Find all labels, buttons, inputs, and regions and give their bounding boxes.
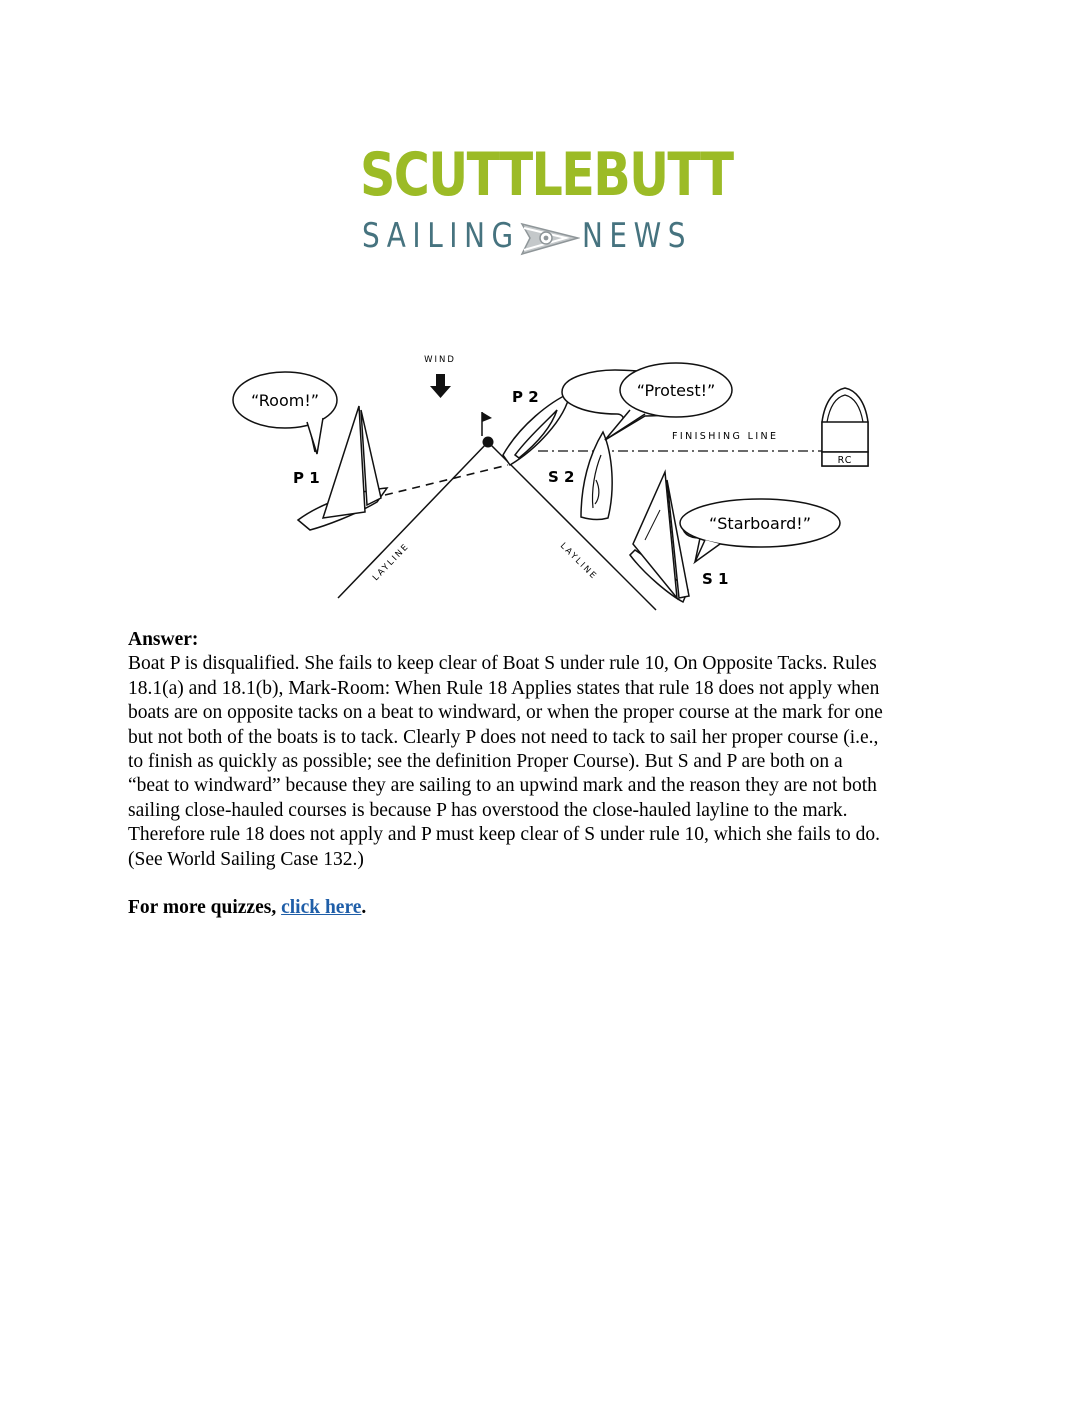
p1-label: P 1 (293, 469, 320, 487)
more-quizzes-line (128, 896, 978, 920)
rc-label: RC (837, 455, 853, 466)
answer-heading: Answer: (128, 629, 199, 650)
boat-s1 (630, 472, 689, 602)
answer-section (128, 628, 978, 940)
s1-label: S 1 (702, 570, 729, 588)
answer-line: 18.1(a) and 18.1(b), Mark-Room: When Rule 18 Applies states that rule 18 does not apply when (128, 677, 880, 699)
answer-line: “beat to windward” because they are sailing to an upwind mark and the reason they are not both (128, 775, 877, 797)
p1-to-p2-dashed-line (385, 465, 508, 495)
click-here-link[interactable]: click here (281, 897, 362, 919)
p2-label: P 2 (512, 388, 539, 406)
starboard-bubble-text: “Starboard!” (708, 514, 812, 533)
answer-line: Therefore rule 18 does not apply and P must keep clear of S under rule 10, which she fails to do. (128, 824, 880, 846)
answer-body (128, 652, 978, 872)
answer-line: to finish as quickly as possible; see the definition Proper Course). But S and P are both on a (128, 751, 843, 773)
logo-word-sailing: SAILING (362, 216, 520, 256)
layline-left-label: LAYLINE (370, 541, 412, 584)
boat-s2 (581, 432, 612, 519)
wind-arrow-icon (430, 374, 451, 398)
room-bubble-text: “Room!” (250, 391, 320, 410)
windward-mark (483, 437, 494, 448)
logo-wordmark-top: SCUTTLEBUTT (360, 140, 733, 210)
protest-bubble-text: “Protest!” (636, 381, 716, 400)
wind-label: WIND (424, 355, 456, 365)
scuttlebutt-logo (360, 140, 733, 262)
finishing-line-label: FINISHING LINE (672, 431, 779, 442)
more-quizzes-suffix: . (361, 897, 367, 919)
burgee-flag-icon (520, 218, 580, 258)
answer-line: boats are on opposite tacks on a beat to windward, or when the proper course at the mark for one (128, 702, 883, 724)
answer-line: (See World Sailing Case 132.) (128, 848, 364, 870)
s2-label: S 2 (548, 468, 575, 486)
racing-rules-diagram (205, 330, 890, 612)
answer-line: Boat P is disqualified. She fails to keep clear of Boat S under rule 10, On Opposite Tacks. Rules (128, 653, 877, 675)
answer-line: sailing close-hauled courses is because P has overstood the close-hauled layline to the mark. (128, 799, 848, 821)
mark-flag-icon (482, 412, 492, 422)
answer-line: but not both of the boats is to tack. Clearly P does not need to tack to sail her proper course (i.e., (128, 726, 879, 748)
more-quizzes-prefix: For more quizzes, (128, 897, 282, 919)
layline-right-label: LAYLINE (557, 541, 600, 583)
logo-word-news: NEWS (582, 216, 692, 256)
